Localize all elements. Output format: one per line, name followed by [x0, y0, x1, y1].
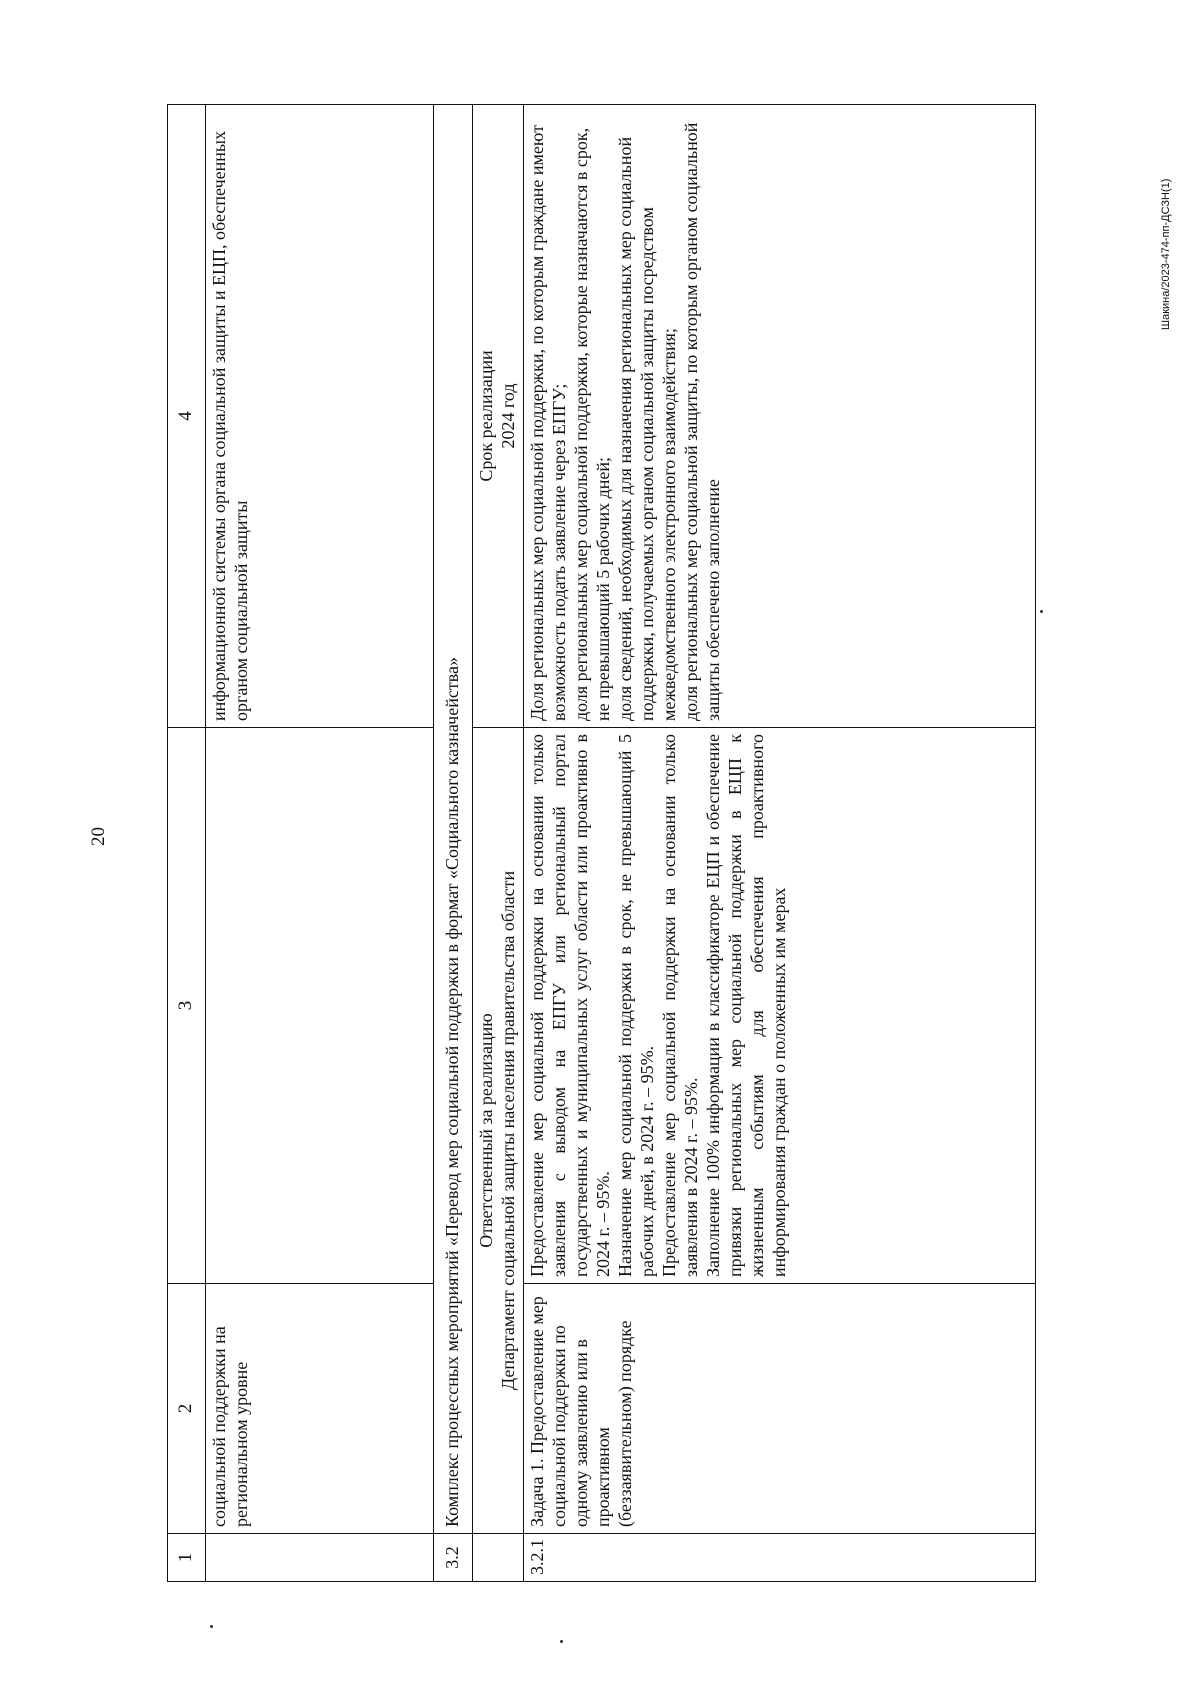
responsible-label: Ответственный за реализацию [476, 1013, 497, 1248]
result-item: Предоставление мер социальной поддержки на основании только заявления в 2024 г. – 95%. [658, 734, 701, 1277]
header-col-1: 1 [168, 1534, 206, 1582]
term-label: Срок реализации [476, 350, 497, 482]
page-number: 20 [88, 827, 109, 846]
rotated-table-wrapper [167, 105, 1071, 1582]
task-number: 3.2.1 [524, 1534, 1036, 1582]
task-name: Задача 1. Предоставление мер социальной поддержки по одному заявлению или в проактивном (беззаявительном) порядке [524, 1284, 1036, 1534]
responsible-cell [473, 728, 524, 1534]
section-number: 3.2 [434, 1534, 473, 1582]
scan-speck [560, 1640, 563, 1643]
term-cell [473, 105, 524, 728]
result-item: Предоставление мер социальной поддержки на основании только заявления с выводом на ЕПГУ или региональный портал государственных и муниципальных услуг области или проактивно в 2024 г. – 95%. [527, 734, 613, 1277]
indicator-item: Доля региональных мер социальной поддержки, по которым граждане имеют возможность подать заявление через ЕПГУ; [527, 125, 569, 721]
responsible-value: Департамент социальной защиты населения правительства области [498, 870, 519, 1391]
indicator-item: доля сведений, необходимых для назначения региональных мер социальной поддержки, получаемых органом социальной защиты посредством межведомственного электронного взаимодействия; [614, 136, 679, 721]
header-col-4: 4 [168, 105, 206, 728]
measures-table [167, 104, 1036, 1582]
cont-name-cell: социальной поддержки на региональном уровне [206, 1284, 434, 1534]
responsible-row [473, 105, 524, 1582]
task-results [524, 728, 1036, 1284]
indicator-item: доля региональных мер социальной защиты, по которым органом социальной защиты обеспечено заполнение [680, 122, 723, 721]
header-col-2: 2 [168, 1284, 206, 1534]
header-col-3: 3 [168, 728, 206, 1284]
header-row [168, 105, 206, 1582]
task-indicators [524, 105, 1036, 728]
cont-results-cell [206, 728, 434, 1284]
cont-number-cell [206, 1534, 434, 1582]
result-item: Назначение мер социальной поддержки в срок, не превышающий 5 рабочих дней, в 2024 г. – 95%. [614, 734, 657, 1277]
responsible-empty-cell [473, 1534, 524, 1582]
section-title: Комплекс процессных мероприятий «Перевод мер социальной поддержки в формат «Социального казначейства» [434, 105, 473, 1534]
continuation-row [206, 105, 434, 1582]
task-row [524, 105, 1036, 1582]
document-code: Шакина/2023-474-пп-ДСЗН(1) [1160, 178, 1172, 330]
indicator-item: доля региональных мер социальной поддержки, которые назначаются в срок, не превышающий 5 рабочих дней; [570, 127, 613, 721]
result-item: Заполнение 100% информации в классификаторе ЕЦП и обеспечение привязки региональных мер социальной поддержки в ЕЦП к жизненным событиям для обеспечения проактивного информирования граждан о положенных им мерах [702, 734, 789, 1277]
term-value: 2024 год [498, 383, 519, 449]
section-row [434, 105, 473, 1582]
scan-speck [210, 1625, 213, 1628]
cont-indicators-cell: информационной системы органа социальной защиты и ЕЦП, обеспеченных органом социальной защиты [206, 105, 434, 728]
